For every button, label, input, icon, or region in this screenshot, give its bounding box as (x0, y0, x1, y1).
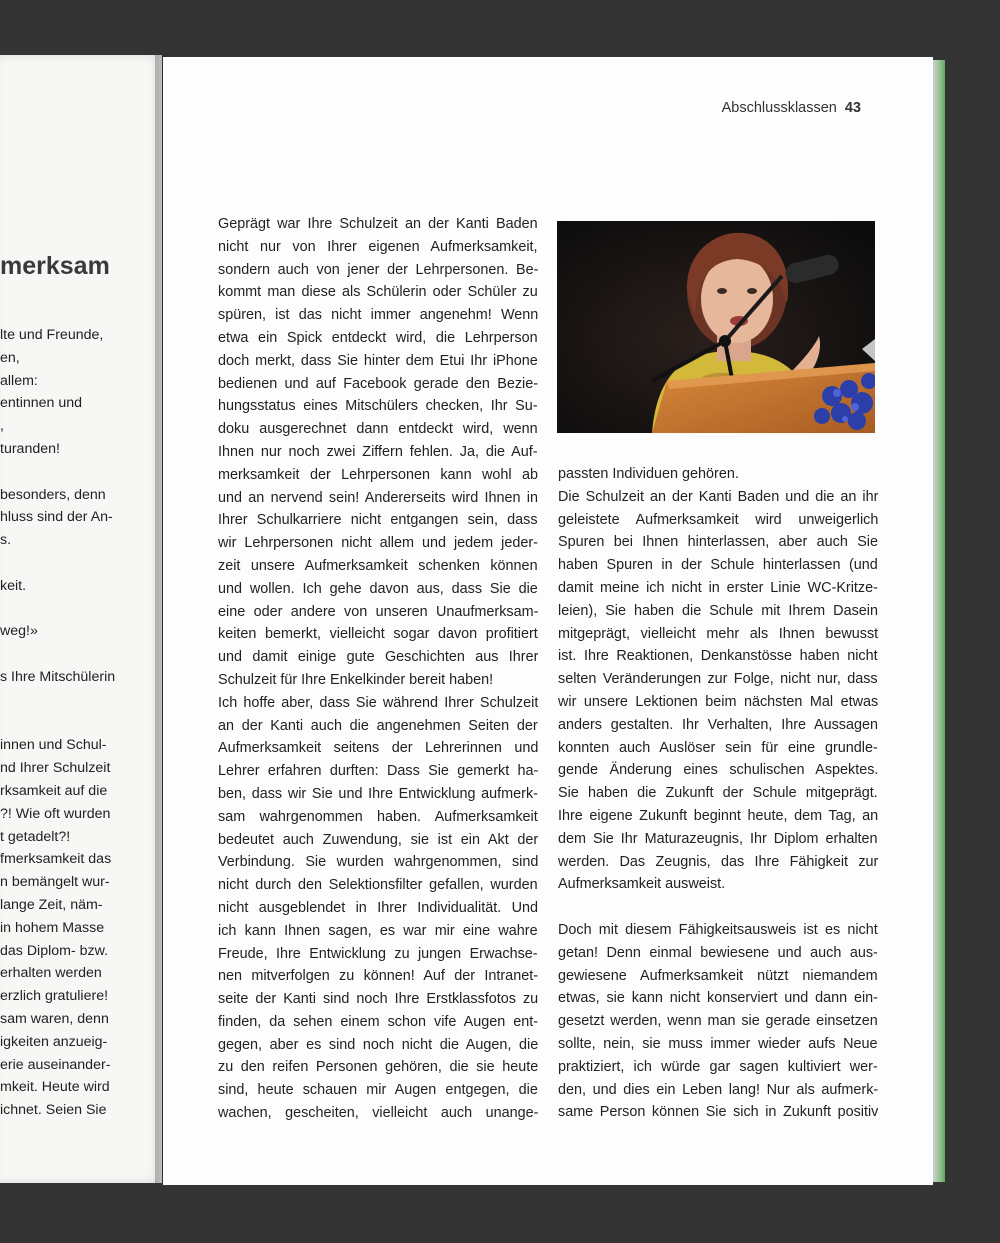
text-line: Doch mit diesem Fähigkeitsausweis ist es nicht (558, 921, 878, 938)
text-line: nicht durch den Selektionsfilter gefallen, wurden (218, 877, 538, 894)
left-page-line: erie auseinander- (0, 1056, 111, 1073)
left-page-line: weg!» (0, 623, 38, 640)
text-line: hungsstatus eines Mitschülers checken, Ihr Su- (218, 398, 538, 415)
text-line: Spuren bei Ihnen hinterlassen, aber auch Sie (558, 534, 878, 551)
text-line: doku ausgerechnet dann entdeckt wird, wenn (218, 421, 538, 438)
running-header (722, 100, 861, 116)
left-page-line: besonders, denn (0, 486, 106, 503)
text-line: spüren, ist das nicht immer angenehm! Wenn (218, 307, 538, 324)
left-page-line: das Diplom- bzw. (0, 942, 109, 959)
text-line: konnten auch Auslöser sein für eine grundle- (558, 739, 878, 756)
left-page-line: ?! Wie oft wurden (0, 805, 111, 822)
text-line: gegen, aber es sind noch nicht die Augen, die (218, 1036, 538, 1053)
text-line: haben Spuren in der Schule hinterlassen (und (558, 557, 878, 574)
left-page-line: mkeit. Heute wird (0, 1079, 110, 1096)
text-line: zeit unsere Aufmerksamkeit schenken können (218, 557, 538, 574)
left-page-line: lte und Freunde, (0, 327, 104, 343)
text-line: etwas, sie kann nicht konserviert und dann ein- (558, 990, 878, 1007)
paragraph-gap (558, 896, 878, 919)
text-line: den, und dies ein Leben lang! Nur als aufmerk- (558, 1081, 878, 1098)
text-line: etwa ein Spick entdeckt wird, die Lehrperson (218, 329, 538, 346)
left-page-line: fmerksamkeit das (0, 851, 112, 868)
text-line: zu den reifen Personen gehören, die sie heute (218, 1059, 538, 1076)
text-line: gewiesene Aufmerksamkeit nützt niemandem (558, 967, 878, 984)
text-line: sind, heute schauen mir Augen entgegen, die (218, 1082, 538, 1099)
text-line: leien), Sie haben die Schule mit Ihrem Dasein (558, 602, 878, 619)
text-line: geleistete Aufmerksamkeit wird unweigerlich (558, 511, 878, 528)
text-line: Ihre eigene Zukunft beginnt heute, dem Tag, an (558, 807, 878, 824)
text-line: und damit einige gute Geschichten aus Ihrer (218, 649, 538, 666)
text-line: Aufmerksamkeit ausweist. (558, 876, 726, 893)
text-line: Geprägt war Ihre Schulzeit an der Kanti Baden (218, 216, 538, 232)
text-line: praktiziert, ich würde gar sagen kultiviert wer- (558, 1058, 878, 1075)
text-line: Lehrer erfahren durften: Dass Sie gemerkt ha- (218, 763, 538, 780)
left-page-line: keit. (0, 577, 27, 594)
left-page-line: in hohem Masse (0, 919, 105, 936)
left-page-line: erhalten werden (0, 965, 102, 982)
left-page-line: sam waren, denn (0, 1011, 109, 1027)
left-page-line: ichnet. Seien Sie (0, 1102, 107, 1119)
left-page-line: turanden! (0, 441, 60, 457)
text-line: merksamkeit der Lehrpersonen kann wohl ab (218, 466, 538, 483)
text-line: selten Veränderungen zur Folge, nicht nur, dass (558, 671, 878, 688)
left-page-line: allem: (0, 372, 38, 389)
text-line: seite der Kanti sind noch Ihre Erstklassfotos zu (218, 991, 538, 1008)
text-line: ich kann Ihnen sagen, es war mir eine wahre (218, 922, 538, 939)
left-page-line: nd Ihrer Schulzeit (0, 760, 111, 777)
left-page-line: n bemängelt wur- (0, 874, 110, 891)
page-number: 43 (844, 100, 861, 116)
text-line: und wollen. Ich gehe davon aus, dass Sie die (218, 580, 538, 597)
speaker-photo (557, 221, 875, 433)
left-page-line: innen und Schul- (0, 737, 107, 754)
text-line: damit meine ich nicht in erster Linie WC-Kritze- (558, 579, 878, 596)
text-line: bedienen und auf Facebook gerade den Bezie- (218, 375, 538, 392)
text-line: Freude, Ihre Entwicklung zu jungen Erwachse- (218, 945, 538, 962)
text-line: wachen, gescheiten, vielleicht auch unange- (218, 1105, 538, 1122)
text-line: mitgeprägt, vielleicht mehr als Ihnen bewusst (558, 625, 878, 642)
text-line: dem Sie Ihr Maturazeugnis, Ihr Diplom erhalten (558, 830, 878, 847)
left-page-line: entinnen und (0, 395, 83, 412)
text-line: sollte, nein, sie muss immer wieder aufs Neue (558, 1035, 878, 1052)
text-line: keiten bemerkt, vielleicht sogar davon profitiert (218, 626, 538, 643)
text-line: eine oder andere von unseren Unaufmerksam- (218, 603, 538, 620)
left-page-line: rksamkeit auf die (0, 783, 108, 799)
text-column-left (218, 213, 538, 1125)
text-line: gende Änderung eines schulischen Aspektes. (558, 762, 878, 779)
text-line: wir Lehrpersonen nicht allem und jedem jeder- (218, 535, 538, 552)
book-page-edge (933, 60, 945, 1182)
left-page-line: hluss sind der An- (0, 509, 113, 526)
text-line: sam wahrgenommen haben. Aufmerksamkeit (218, 808, 538, 825)
text-line: kommt man diese als Schülerin oder Schüler zu (218, 284, 538, 301)
text-line: an der Kanti auch die angenehmen Seiten der (218, 717, 538, 734)
text-line: bedeutet auch Zuwendung, sie ist ein Akt der (218, 831, 538, 848)
text-line: Ihrer Schulkarriere nicht entgangen sein, dass (218, 512, 538, 529)
left-page-line: s. (0, 532, 12, 549)
left-page-line: s Ihre Mitschülerin (0, 669, 116, 685)
right-page (163, 57, 933, 1185)
left-page-line: erzlich gratuliere! (0, 988, 109, 1005)
text-line: wir unsere Lektionen beim nächsten Mal etwas (558, 693, 878, 710)
text-line: nen mitverfolgen zu können! Auf der Intranet- (218, 968, 538, 985)
left-page-line: en, (0, 349, 20, 366)
text-line: Die Schulzeit an der Kanti Baden und die an ihr (558, 488, 878, 505)
text-line: nicht nur von Ihrer eigenen Aufmerksamkeit, (218, 238, 538, 255)
left-page-line: lange Zeit, näm- (0, 897, 103, 913)
text-line: getan! Denn einmal bewiesene und auch aus- (558, 944, 878, 961)
text-line: doch merkt, dass Sie hinter dem Etui Ihr iPhone (218, 352, 538, 369)
left-page-heading: merksam (0, 252, 110, 280)
left-page-line: t getadelt?! (0, 828, 71, 845)
text-line: gesetzt werden, wenn man sie gerade einsetzen (558, 1013, 878, 1030)
text-line: anders gestalten. Ihr Verhalten, Ihre Aussagen (558, 716, 878, 733)
left-page-line: , (0, 418, 4, 435)
text-line: finden, da sehen einem schon vife Augen ent- (218, 1013, 538, 1030)
text-line: nicht ausgeblendet in Ihrer Individualität. Und (218, 899, 538, 916)
text-column-right (558, 463, 878, 1124)
text-line: same Person können Sie sich in Zukunft positiv (558, 1104, 878, 1121)
text-line: Verbindung. Sie wurden wahrgenommen, sind (218, 854, 538, 871)
text-line: passten Individuen gehören. (558, 466, 739, 482)
text-line: ist. Ihre Reaktionen, Denkanstösse haben nicht (558, 648, 878, 665)
header-title: Abschlussklassen (721, 100, 837, 116)
text-line: Ich hoffe aber, dass Sie während Ihrer Schulzeit (218, 694, 538, 711)
text-line: werden. Das Zeugnis, das Ihre Fähigkeit zur (558, 853, 878, 870)
text-line: Schulzeit für Ihre Enkelkinder bereit haben! (218, 671, 494, 688)
text-line: ben, dass wir Sie und Ihre Entwicklung aufmerk- (218, 785, 538, 802)
text-line: sondern auch von jener der Lehrpersonen. Be- (218, 261, 538, 278)
left-page (0, 55, 162, 1183)
text-line: Ihnen nur noch zwei Ziffern fehlen. Ja, die Auf- (218, 443, 538, 460)
text-line: und an nervend sein! Andererseits wird Ihnen in (218, 489, 538, 506)
text-line: Sie haben die Zukunft der Schule mitgeprägt. (558, 785, 878, 802)
text-line: Aufmerksamkeit seitens der Lehrerinnen und (218, 740, 538, 757)
left-page-line: igkeiten anzueig- (0, 1033, 108, 1050)
